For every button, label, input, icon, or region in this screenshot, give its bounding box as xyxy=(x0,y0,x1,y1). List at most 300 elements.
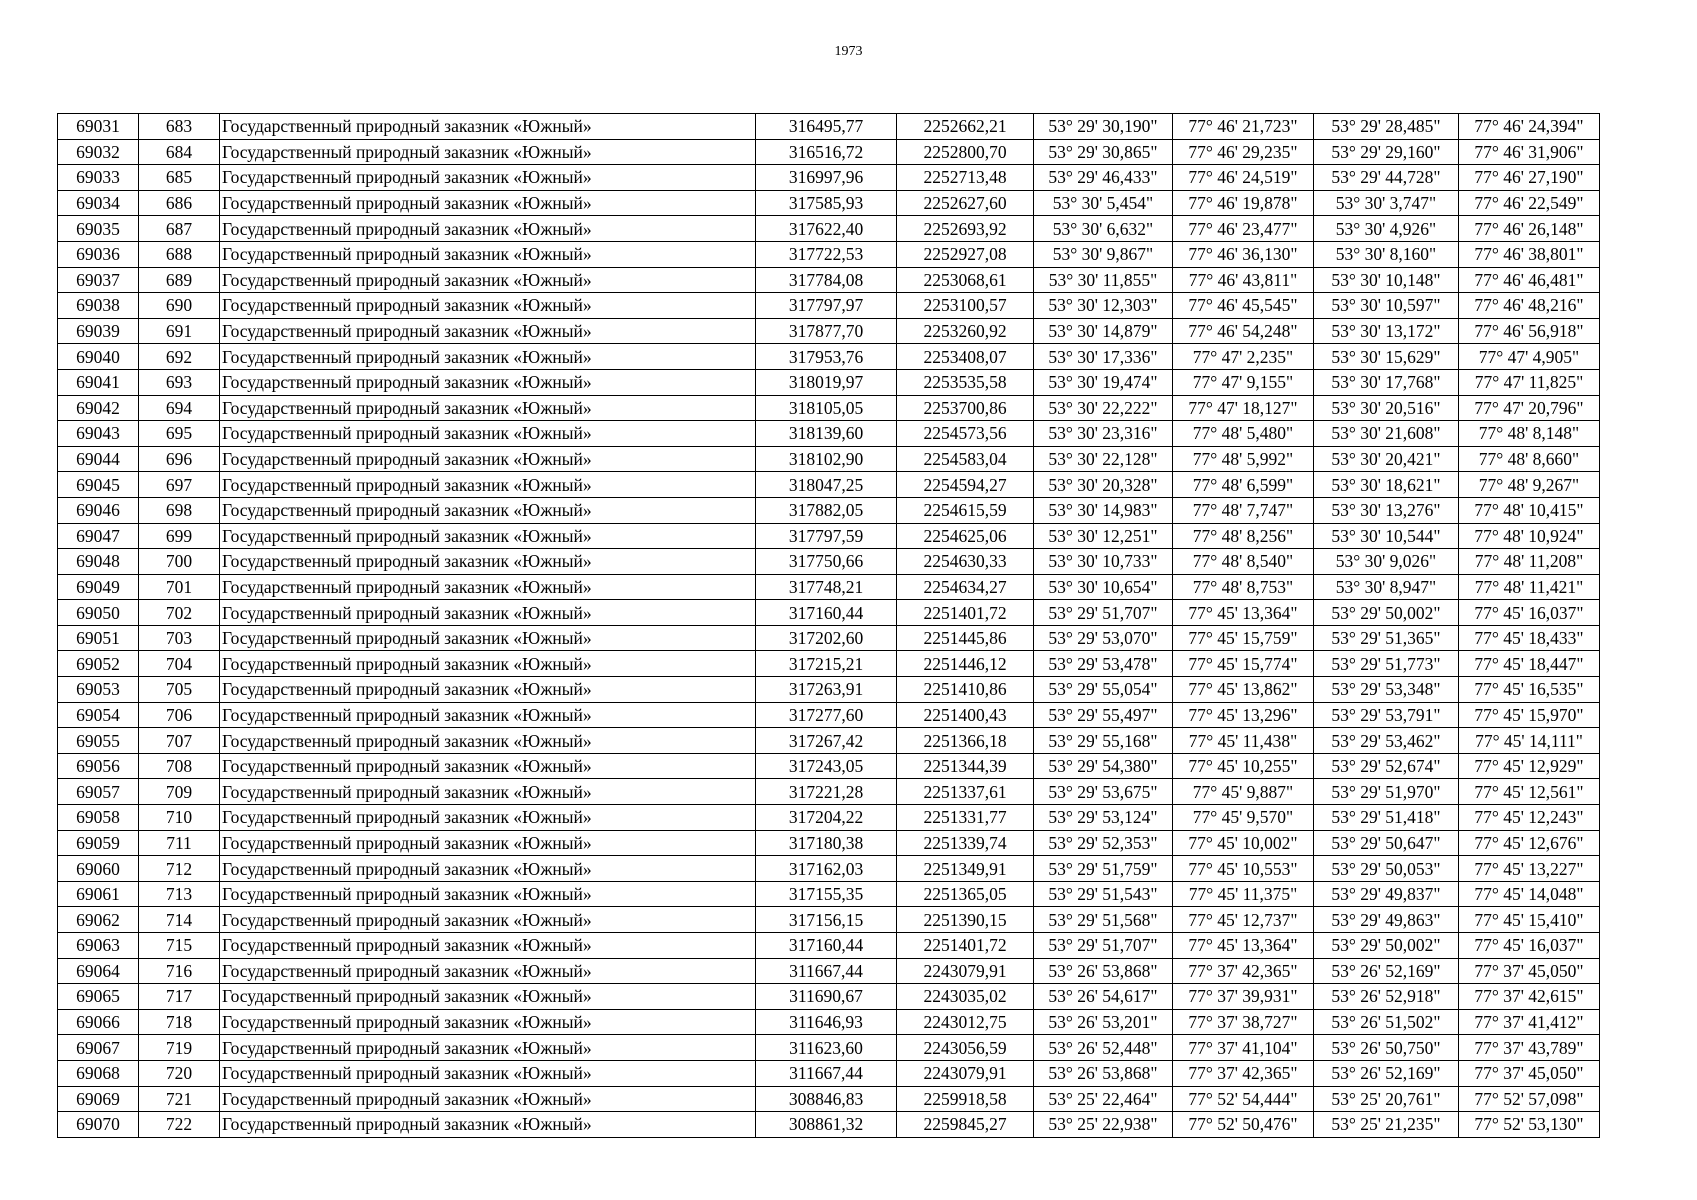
latitude-a-cell: 53° 29' 51,759" xyxy=(1034,856,1173,882)
latitude-a-cell: 53° 30' 6,632" xyxy=(1034,216,1173,242)
latitude-a-cell: 53° 30' 20,328" xyxy=(1034,472,1173,498)
longitude-a-cell: 77° 45' 10,553" xyxy=(1173,856,1314,882)
y-coordinate-cell: 2252927,08 xyxy=(897,241,1034,267)
table-row xyxy=(58,830,1600,856)
longitude-a-cell: 77° 46' 21,723" xyxy=(1173,114,1314,140)
y-coordinate-cell: 2251445,86 xyxy=(897,625,1034,651)
point-number-cell: 687 xyxy=(139,216,220,242)
y-coordinate-cell: 2254634,27 xyxy=(897,574,1034,600)
row-id-cell: 69051 xyxy=(58,625,139,651)
longitude-a-cell: 77° 37' 38,727" xyxy=(1173,1009,1314,1035)
y-coordinate-cell: 2254630,33 xyxy=(897,549,1034,575)
zone-name-cell: Государственный природный заказник «Южный» xyxy=(220,984,756,1010)
y-coordinate-cell: 2243079,91 xyxy=(897,1060,1034,1086)
x-coordinate-cell: 317953,76 xyxy=(756,344,897,370)
longitude-a-cell: 77° 52' 50,476" xyxy=(1173,1112,1314,1138)
longitude-b-cell: 77° 47' 11,825" xyxy=(1459,369,1600,395)
row-id-cell: 69059 xyxy=(58,830,139,856)
x-coordinate-cell: 317263,91 xyxy=(756,677,897,703)
row-id-cell: 69057 xyxy=(58,779,139,805)
x-coordinate-cell: 317585,93 xyxy=(756,190,897,216)
x-coordinate-cell: 317784,08 xyxy=(756,267,897,293)
latitude-a-cell: 53° 30' 14,879" xyxy=(1034,318,1173,344)
latitude-b-cell: 53° 29' 50,002" xyxy=(1314,600,1459,626)
longitude-a-cell: 77° 46' 36,130" xyxy=(1173,241,1314,267)
table-row xyxy=(58,395,1600,421)
latitude-b-cell: 53° 29' 50,002" xyxy=(1314,933,1459,959)
longitude-a-cell: 77° 45' 13,364" xyxy=(1173,933,1314,959)
longitude-a-cell: 77° 45' 12,737" xyxy=(1173,907,1314,933)
zone-name-cell: Государственный природный заказник «Южный» xyxy=(220,267,756,293)
point-number-cell: 720 xyxy=(139,1060,220,1086)
row-id-cell: 69032 xyxy=(58,139,139,165)
longitude-a-cell: 77° 45' 9,887" xyxy=(1173,779,1314,805)
latitude-a-cell: 53° 30' 14,983" xyxy=(1034,497,1173,523)
y-coordinate-cell: 2251446,12 xyxy=(897,651,1034,677)
page-number: 1973 xyxy=(834,44,863,59)
table-row xyxy=(58,267,1600,293)
latitude-a-cell: 53° 29' 53,124" xyxy=(1034,805,1173,831)
longitude-b-cell: 77° 48' 8,148" xyxy=(1459,421,1600,447)
point-number-cell: 714 xyxy=(139,907,220,933)
longitude-b-cell: 77° 47' 4,905" xyxy=(1459,344,1600,370)
point-number-cell: 711 xyxy=(139,830,220,856)
row-id-cell: 69063 xyxy=(58,933,139,959)
table-row xyxy=(58,472,1600,498)
zone-name-cell: Государственный природный заказник «Южный» xyxy=(220,1009,756,1035)
y-coordinate-cell: 2243056,59 xyxy=(897,1035,1034,1061)
y-coordinate-cell: 2251401,72 xyxy=(897,933,1034,959)
x-coordinate-cell: 316516,72 xyxy=(756,139,897,165)
row-id-cell: 69062 xyxy=(58,907,139,933)
latitude-b-cell: 53° 25' 21,235" xyxy=(1314,1112,1459,1138)
x-coordinate-cell: 308861,32 xyxy=(756,1112,897,1138)
point-number-cell: 704 xyxy=(139,651,220,677)
row-id-cell: 69045 xyxy=(58,472,139,498)
table-row xyxy=(58,856,1600,882)
latitude-a-cell: 53° 29' 51,543" xyxy=(1034,881,1173,907)
point-number-cell: 683 xyxy=(139,114,220,140)
y-coordinate-cell: 2252627,60 xyxy=(897,190,1034,216)
point-number-cell: 694 xyxy=(139,395,220,421)
row-id-cell: 69041 xyxy=(58,369,139,395)
table-row xyxy=(58,574,1600,600)
point-number-cell: 695 xyxy=(139,421,220,447)
longitude-a-cell: 77° 45' 13,862" xyxy=(1173,677,1314,703)
row-id-cell: 69069 xyxy=(58,1086,139,1112)
latitude-b-cell: 53° 29' 49,837" xyxy=(1314,881,1459,907)
y-coordinate-cell: 2254615,59 xyxy=(897,497,1034,523)
row-id-cell: 69038 xyxy=(58,293,139,319)
longitude-a-cell: 77° 45' 15,774" xyxy=(1173,651,1314,677)
latitude-b-cell: 53° 29' 44,728" xyxy=(1314,165,1459,191)
latitude-a-cell: 53° 29' 51,568" xyxy=(1034,907,1173,933)
row-id-cell: 69056 xyxy=(58,753,139,779)
x-coordinate-cell: 318102,90 xyxy=(756,446,897,472)
x-coordinate-cell: 311623,60 xyxy=(756,1035,897,1061)
latitude-b-cell: 53° 29' 53,462" xyxy=(1314,728,1459,754)
y-coordinate-cell: 2251331,77 xyxy=(897,805,1034,831)
zone-name-cell: Государственный природный заказник «Южный» xyxy=(220,856,756,882)
table-row xyxy=(58,1112,1600,1138)
row-id-cell: 69064 xyxy=(58,958,139,984)
y-coordinate-cell: 2252800,70 xyxy=(897,139,1034,165)
latitude-b-cell: 53° 29' 53,791" xyxy=(1314,702,1459,728)
row-id-cell: 69054 xyxy=(58,702,139,728)
point-number-cell: 696 xyxy=(139,446,220,472)
latitude-a-cell: 53° 29' 53,478" xyxy=(1034,651,1173,677)
zone-name-cell: Государственный природный заказник «Южный» xyxy=(220,139,756,165)
point-number-cell: 690 xyxy=(139,293,220,319)
longitude-b-cell: 77° 45' 12,561" xyxy=(1459,779,1600,805)
table-row xyxy=(58,165,1600,191)
y-coordinate-cell: 2259918,58 xyxy=(897,1086,1034,1112)
row-id-cell: 69034 xyxy=(58,190,139,216)
table-row xyxy=(58,779,1600,805)
zone-name-cell: Государственный природный заказник «Южный» xyxy=(220,114,756,140)
y-coordinate-cell: 2253100,57 xyxy=(897,293,1034,319)
y-coordinate-cell: 2254583,04 xyxy=(897,446,1034,472)
latitude-b-cell: 53° 29' 29,160" xyxy=(1314,139,1459,165)
table-row xyxy=(58,702,1600,728)
x-coordinate-cell: 317156,15 xyxy=(756,907,897,933)
row-id-cell: 69031 xyxy=(58,114,139,140)
row-id-cell: 69037 xyxy=(58,267,139,293)
latitude-b-cell: 53° 29' 50,053" xyxy=(1314,856,1459,882)
row-id-cell: 69061 xyxy=(58,881,139,907)
latitude-a-cell: 53° 30' 17,336" xyxy=(1034,344,1173,370)
longitude-a-cell: 77° 37' 42,365" xyxy=(1173,958,1314,984)
row-id-cell: 69070 xyxy=(58,1112,139,1138)
longitude-a-cell: 77° 52' 54,444" xyxy=(1173,1086,1314,1112)
y-coordinate-cell: 2251390,15 xyxy=(897,907,1034,933)
longitude-a-cell: 77° 48' 8,753" xyxy=(1173,574,1314,600)
zone-name-cell: Государственный природный заказник «Южный» xyxy=(220,497,756,523)
x-coordinate-cell: 317882,05 xyxy=(756,497,897,523)
point-number-cell: 700 xyxy=(139,549,220,575)
latitude-b-cell: 53° 29' 28,485" xyxy=(1314,114,1459,140)
latitude-b-cell: 53° 30' 18,621" xyxy=(1314,472,1459,498)
table-row xyxy=(58,1035,1600,1061)
latitude-b-cell: 53° 29' 52,674" xyxy=(1314,753,1459,779)
row-id-cell: 69033 xyxy=(58,165,139,191)
latitude-a-cell: 53° 30' 12,303" xyxy=(1034,293,1173,319)
latitude-a-cell: 53° 30' 23,316" xyxy=(1034,421,1173,447)
zone-name-cell: Государственный природный заказник «Южный» xyxy=(220,702,756,728)
zone-name-cell: Государственный природный заказник «Южный» xyxy=(220,1112,756,1138)
y-coordinate-cell: 2251365,05 xyxy=(897,881,1034,907)
longitude-b-cell: 77° 37' 45,050" xyxy=(1459,1060,1600,1086)
latitude-b-cell: 53° 26' 51,502" xyxy=(1314,1009,1459,1035)
point-number-cell: 688 xyxy=(139,241,220,267)
zone-name-cell: Государственный природный заказник «Южный» xyxy=(220,574,756,600)
latitude-a-cell: 53° 26' 53,868" xyxy=(1034,1060,1173,1086)
zone-name-cell: Государственный природный заказник «Южный» xyxy=(220,625,756,651)
longitude-b-cell: 77° 47' 20,796" xyxy=(1459,395,1600,421)
longitude-b-cell: 77° 45' 15,410" xyxy=(1459,907,1600,933)
longitude-a-cell: 77° 48' 8,540" xyxy=(1173,549,1314,575)
latitude-a-cell: 53° 30' 19,474" xyxy=(1034,369,1173,395)
longitude-b-cell: 77° 37' 45,050" xyxy=(1459,958,1600,984)
row-id-cell: 69039 xyxy=(58,318,139,344)
latitude-a-cell: 53° 30' 12,251" xyxy=(1034,523,1173,549)
y-coordinate-cell: 2253535,58 xyxy=(897,369,1034,395)
row-id-cell: 69065 xyxy=(58,984,139,1010)
y-coordinate-cell: 2253260,92 xyxy=(897,318,1034,344)
x-coordinate-cell: 308846,83 xyxy=(756,1086,897,1112)
table-row xyxy=(58,344,1600,370)
zone-name-cell: Государственный природный заказник «Южный» xyxy=(220,779,756,805)
y-coordinate-cell: 2253408,07 xyxy=(897,344,1034,370)
x-coordinate-cell: 317277,60 xyxy=(756,702,897,728)
longitude-a-cell: 77° 47' 18,127" xyxy=(1173,395,1314,421)
longitude-b-cell: 77° 48' 11,208" xyxy=(1459,549,1600,575)
longitude-b-cell: 77° 46' 38,801" xyxy=(1459,241,1600,267)
latitude-b-cell: 53° 26' 52,169" xyxy=(1314,1060,1459,1086)
latitude-b-cell: 53° 30' 13,172" xyxy=(1314,318,1459,344)
latitude-a-cell: 53° 29' 53,675" xyxy=(1034,779,1173,805)
latitude-b-cell: 53° 25' 20,761" xyxy=(1314,1086,1459,1112)
row-id-cell: 69067 xyxy=(58,1035,139,1061)
longitude-a-cell: 77° 46' 45,545" xyxy=(1173,293,1314,319)
zone-name-cell: Государственный природный заказник «Южный» xyxy=(220,472,756,498)
latitude-b-cell: 53° 30' 15,629" xyxy=(1314,344,1459,370)
latitude-b-cell: 53° 29' 51,970" xyxy=(1314,779,1459,805)
longitude-b-cell: 77° 48' 11,421" xyxy=(1459,574,1600,600)
zone-name-cell: Государственный природный заказник «Южный» xyxy=(220,881,756,907)
x-coordinate-cell: 317162,03 xyxy=(756,856,897,882)
point-number-cell: 718 xyxy=(139,1009,220,1035)
row-id-cell: 69060 xyxy=(58,856,139,882)
latitude-a-cell: 53° 25' 22,938" xyxy=(1034,1112,1173,1138)
x-coordinate-cell: 317750,66 xyxy=(756,549,897,575)
longitude-b-cell: 77° 48' 10,924" xyxy=(1459,523,1600,549)
zone-name-cell: Государственный природный заказник «Южный» xyxy=(220,165,756,191)
x-coordinate-cell: 311646,93 xyxy=(756,1009,897,1035)
point-number-cell: 712 xyxy=(139,856,220,882)
x-coordinate-cell: 317722,53 xyxy=(756,241,897,267)
y-coordinate-cell: 2251366,18 xyxy=(897,728,1034,754)
latitude-b-cell: 53° 30' 10,544" xyxy=(1314,523,1459,549)
row-id-cell: 69068 xyxy=(58,1060,139,1086)
latitude-a-cell: 53° 30' 22,222" xyxy=(1034,395,1173,421)
point-number-cell: 706 xyxy=(139,702,220,728)
row-id-cell: 69049 xyxy=(58,574,139,600)
y-coordinate-cell: 2253068,61 xyxy=(897,267,1034,293)
table-row xyxy=(58,216,1600,242)
longitude-b-cell: 77° 46' 46,481" xyxy=(1459,267,1600,293)
table-row xyxy=(58,114,1600,140)
latitude-a-cell: 53° 29' 52,353" xyxy=(1034,830,1173,856)
row-id-cell: 69046 xyxy=(58,497,139,523)
table-row xyxy=(58,625,1600,651)
latitude-b-cell: 53° 30' 4,926" xyxy=(1314,216,1459,242)
latitude-a-cell: 53° 29' 53,070" xyxy=(1034,625,1173,651)
latitude-b-cell: 53° 26' 52,918" xyxy=(1314,984,1459,1010)
point-number-cell: 692 xyxy=(139,344,220,370)
longitude-a-cell: 77° 46' 24,519" xyxy=(1173,165,1314,191)
longitude-b-cell: 77° 46' 26,148" xyxy=(1459,216,1600,242)
table-row xyxy=(58,1009,1600,1035)
row-id-cell: 69043 xyxy=(58,421,139,447)
latitude-b-cell: 53° 30' 20,516" xyxy=(1314,395,1459,421)
table-row xyxy=(58,369,1600,395)
latitude-a-cell: 53° 25' 22,464" xyxy=(1034,1086,1173,1112)
latitude-a-cell: 53° 30' 22,128" xyxy=(1034,446,1173,472)
point-number-cell: 689 xyxy=(139,267,220,293)
x-coordinate-cell: 311667,44 xyxy=(756,958,897,984)
longitude-b-cell: 77° 45' 16,535" xyxy=(1459,677,1600,703)
longitude-b-cell: 77° 48' 9,267" xyxy=(1459,472,1600,498)
table-row xyxy=(58,933,1600,959)
longitude-b-cell: 77° 46' 48,216" xyxy=(1459,293,1600,319)
y-coordinate-cell: 2243079,91 xyxy=(897,958,1034,984)
y-coordinate-cell: 2251344,39 xyxy=(897,753,1034,779)
point-number-cell: 691 xyxy=(139,318,220,344)
latitude-a-cell: 53° 30' 11,855" xyxy=(1034,267,1173,293)
y-coordinate-cell: 2254625,06 xyxy=(897,523,1034,549)
y-coordinate-cell: 2254594,27 xyxy=(897,472,1034,498)
longitude-a-cell: 77° 46' 19,878" xyxy=(1173,190,1314,216)
table-row xyxy=(58,421,1600,447)
point-number-cell: 708 xyxy=(139,753,220,779)
point-number-cell: 698 xyxy=(139,497,220,523)
longitude-b-cell: 77° 46' 22,549" xyxy=(1459,190,1600,216)
table-row xyxy=(58,1086,1600,1112)
row-id-cell: 69055 xyxy=(58,728,139,754)
point-number-cell: 717 xyxy=(139,984,220,1010)
x-coordinate-cell: 317160,44 xyxy=(756,600,897,626)
x-coordinate-cell: 317221,28 xyxy=(756,779,897,805)
longitude-a-cell: 77° 37' 39,931" xyxy=(1173,984,1314,1010)
row-id-cell: 69035 xyxy=(58,216,139,242)
latitude-a-cell: 53° 29' 46,433" xyxy=(1034,165,1173,191)
longitude-b-cell: 77° 52' 53,130" xyxy=(1459,1112,1600,1138)
latitude-b-cell: 53° 30' 8,160" xyxy=(1314,241,1459,267)
latitude-a-cell: 53° 26' 54,617" xyxy=(1034,984,1173,1010)
latitude-b-cell: 53° 26' 50,750" xyxy=(1314,1035,1459,1061)
table-row xyxy=(58,1060,1600,1086)
longitude-b-cell: 77° 46' 31,906" xyxy=(1459,139,1600,165)
longitude-b-cell: 77° 52' 57,098" xyxy=(1459,1086,1600,1112)
table-row xyxy=(58,881,1600,907)
y-coordinate-cell: 2251349,91 xyxy=(897,856,1034,882)
longitude-b-cell: 77° 46' 24,394" xyxy=(1459,114,1600,140)
table-row xyxy=(58,190,1600,216)
x-coordinate-cell: 318105,05 xyxy=(756,395,897,421)
point-number-cell: 707 xyxy=(139,728,220,754)
point-number-cell: 721 xyxy=(139,1086,220,1112)
latitude-b-cell: 53° 29' 53,348" xyxy=(1314,677,1459,703)
y-coordinate-cell: 2252713,48 xyxy=(897,165,1034,191)
latitude-a-cell: 53° 29' 55,054" xyxy=(1034,677,1173,703)
latitude-b-cell: 53° 30' 21,608" xyxy=(1314,421,1459,447)
row-id-cell: 69047 xyxy=(58,523,139,549)
latitude-a-cell: 53° 29' 51,707" xyxy=(1034,600,1173,626)
point-number-cell: 719 xyxy=(139,1035,220,1061)
table-body xyxy=(58,114,1600,1138)
table-row xyxy=(58,446,1600,472)
zone-name-cell: Государственный природный заказник «Южный» xyxy=(220,933,756,959)
table-row xyxy=(58,677,1600,703)
latitude-a-cell: 53° 29' 54,380" xyxy=(1034,753,1173,779)
latitude-b-cell: 53° 29' 49,863" xyxy=(1314,907,1459,933)
longitude-b-cell: 77° 45' 14,048" xyxy=(1459,881,1600,907)
longitude-b-cell: 77° 45' 18,447" xyxy=(1459,651,1600,677)
y-coordinate-cell: 2251400,43 xyxy=(897,702,1034,728)
latitude-a-cell: 53° 29' 30,865" xyxy=(1034,139,1173,165)
point-number-cell: 693 xyxy=(139,369,220,395)
latitude-b-cell: 53° 29' 51,365" xyxy=(1314,625,1459,651)
point-number-cell: 697 xyxy=(139,472,220,498)
longitude-a-cell: 77° 45' 11,438" xyxy=(1173,728,1314,754)
latitude-b-cell: 53° 30' 8,947" xyxy=(1314,574,1459,600)
table-row xyxy=(58,241,1600,267)
latitude-a-cell: 53° 29' 55,497" xyxy=(1034,702,1173,728)
longitude-a-cell: 77° 46' 29,235" xyxy=(1173,139,1314,165)
zone-name-cell: Государственный природный заказник «Южный» xyxy=(220,293,756,319)
longitude-a-cell: 77° 48' 7,747" xyxy=(1173,497,1314,523)
x-coordinate-cell: 317202,60 xyxy=(756,625,897,651)
longitude-a-cell: 77° 45' 13,364" xyxy=(1173,600,1314,626)
x-coordinate-cell: 317180,38 xyxy=(756,830,897,856)
longitude-a-cell: 77° 45' 9,570" xyxy=(1173,805,1314,831)
x-coordinate-cell: 317160,44 xyxy=(756,933,897,959)
x-coordinate-cell: 317155,35 xyxy=(756,881,897,907)
table-row xyxy=(58,497,1600,523)
point-number-cell: 701 xyxy=(139,574,220,600)
table-row xyxy=(58,293,1600,319)
row-id-cell: 69042 xyxy=(58,395,139,421)
latitude-b-cell: 53° 30' 20,421" xyxy=(1314,446,1459,472)
zone-name-cell: Государственный природный заказник «Южный» xyxy=(220,1035,756,1061)
latitude-b-cell: 53° 30' 10,148" xyxy=(1314,267,1459,293)
longitude-b-cell: 77° 45' 12,929" xyxy=(1459,753,1600,779)
point-number-cell: 685 xyxy=(139,165,220,191)
zone-name-cell: Государственный природный заказник «Южный» xyxy=(220,344,756,370)
longitude-a-cell: 77° 45' 10,002" xyxy=(1173,830,1314,856)
longitude-b-cell: 77° 45' 12,676" xyxy=(1459,830,1600,856)
point-number-cell: 709 xyxy=(139,779,220,805)
latitude-b-cell: 53° 30' 9,026" xyxy=(1314,549,1459,575)
longitude-b-cell: 77° 45' 16,037" xyxy=(1459,600,1600,626)
x-coordinate-cell: 318139,60 xyxy=(756,421,897,447)
zone-name-cell: Государственный природный заказник «Южный» xyxy=(220,369,756,395)
table-row xyxy=(58,318,1600,344)
table-row xyxy=(58,523,1600,549)
longitude-a-cell: 77° 48' 8,256" xyxy=(1173,523,1314,549)
row-id-cell: 69036 xyxy=(58,241,139,267)
zone-name-cell: Государственный природный заказник «Южный» xyxy=(220,728,756,754)
point-number-cell: 684 xyxy=(139,139,220,165)
latitude-a-cell: 53° 30' 9,867" xyxy=(1034,241,1173,267)
row-id-cell: 69044 xyxy=(58,446,139,472)
longitude-a-cell: 77° 45' 11,375" xyxy=(1173,881,1314,907)
x-coordinate-cell: 318019,97 xyxy=(756,369,897,395)
longitude-b-cell: 77° 46' 27,190" xyxy=(1459,165,1600,191)
latitude-a-cell: 53° 29' 30,190" xyxy=(1034,114,1173,140)
longitude-a-cell: 77° 48' 5,480" xyxy=(1173,421,1314,447)
x-coordinate-cell: 317243,05 xyxy=(756,753,897,779)
x-coordinate-cell: 317204,22 xyxy=(756,805,897,831)
zone-name-cell: Государственный природный заказник «Южный» xyxy=(220,421,756,447)
x-coordinate-cell: 317797,97 xyxy=(756,293,897,319)
longitude-b-cell: 77° 45' 16,037" xyxy=(1459,933,1600,959)
coordinates-table xyxy=(57,113,1600,1138)
x-coordinate-cell: 317215,21 xyxy=(756,651,897,677)
zone-name-cell: Государственный природный заказник «Южный» xyxy=(220,600,756,626)
latitude-b-cell: 53° 26' 52,169" xyxy=(1314,958,1459,984)
